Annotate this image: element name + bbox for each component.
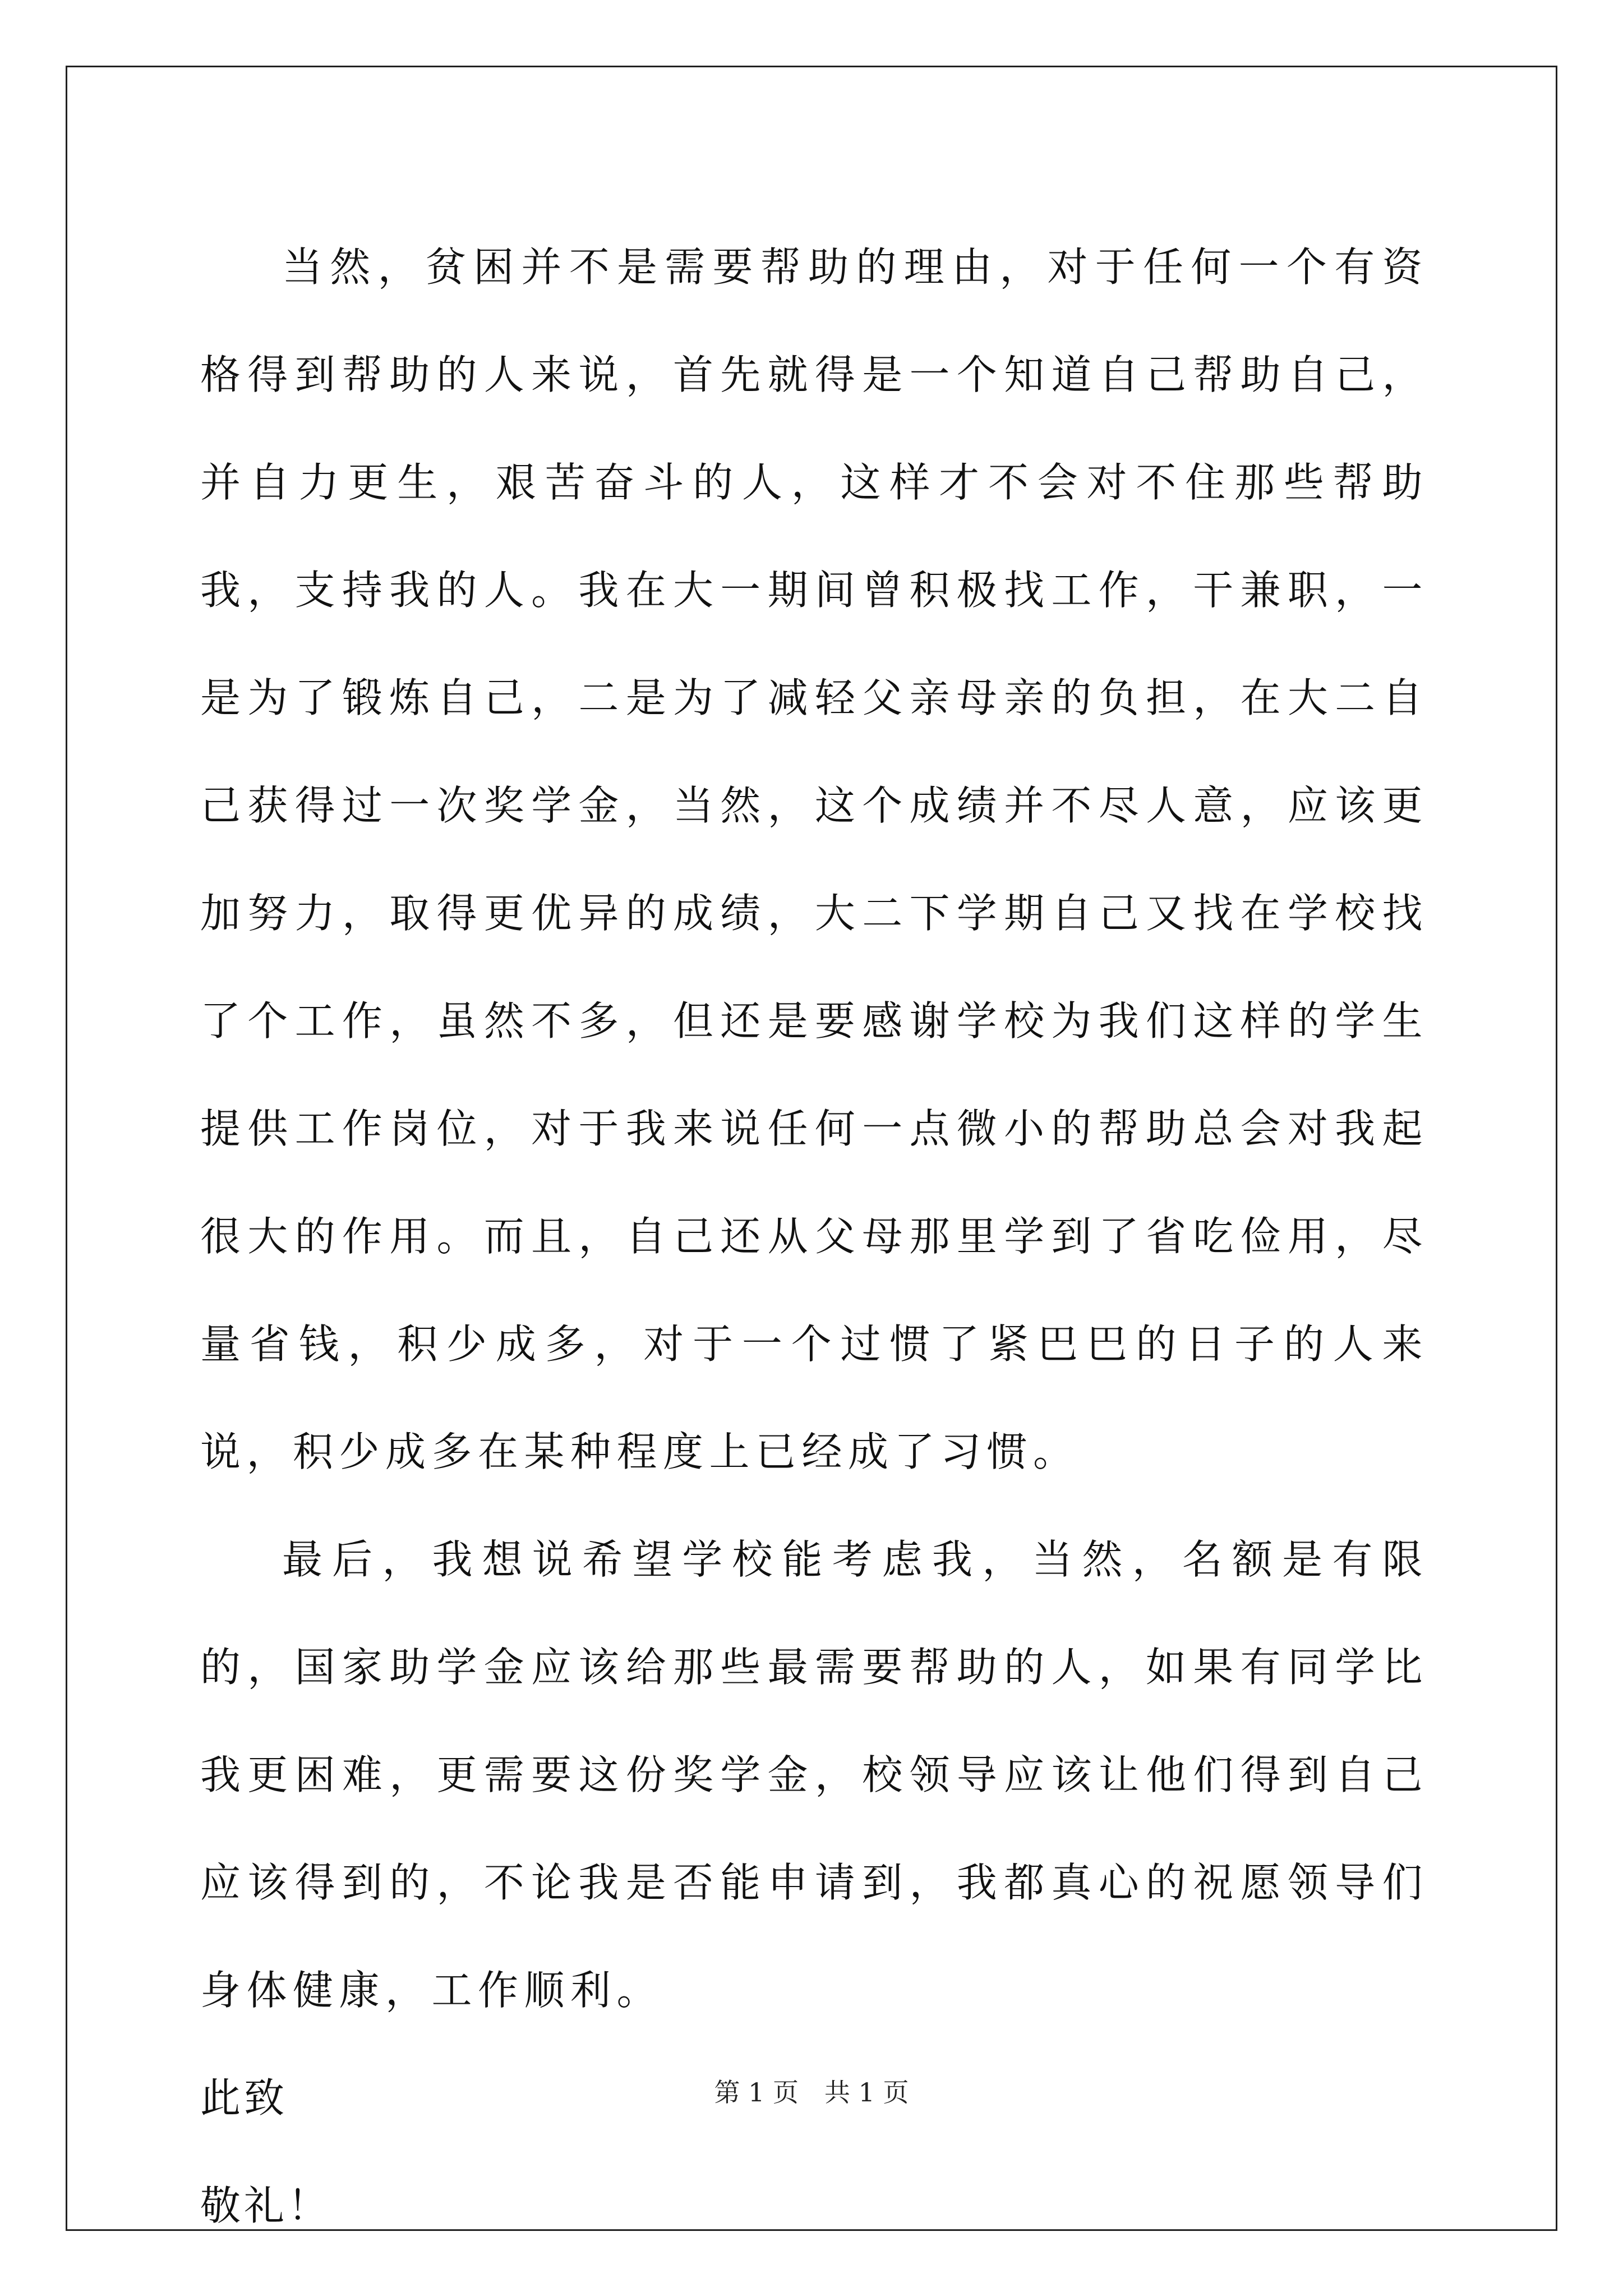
- body-paragraph-2: 最后，我想说希望学校能考虑我，当然，名额是有限的，国家助学金应该给那些最需要帮助的人，如果有同学比我更困难，更需要这份奖学金，校领导应该让他们得到自己应该得到的，不论我是否能申请到，我都真心的祝愿领导们身体健康，工作顺利。: [200, 1536, 1428, 2014]
- letter-body: [200, 213, 1428, 2260]
- closing-line: 此致: [200, 2074, 288, 2122]
- body-paragraph-1: 当然，贫困并不是需要帮助的理由，对于任何一个有资格得到帮助的人来说，首先就得是一个知道自己帮助自己，并自力更生，艰苦奋斗的人，这样才不会对不住那些帮助我，支持我的人。我在大一期间曾积极找工作，干兼职，一是为了锻炼自己，二是为了减轻父亲母亲的负担，在大二自己获得过一次奖学金，当然，这个成绩并不尽人意，应该更加努力，取得更优异的成绩，大二下学期自己又找在学校找了个工作，虽然不多，但还是要感谢学校为我们这样的学生提供工作岗位，对于我来说任何一点微小的帮助总会对我起很大的作用。而且，自己还从父母那里学到了省吃俭用，尽量省钱，积少成多，对于一个过惯了紧巴巴的日子的人来说，积少成多在某种程度上已经成了习惯。: [200, 243, 1428, 1475]
- salutation-line: 敬礼！: [200, 2182, 332, 2229]
- page-footer: 第 1 页 共 1 页: [714, 2077, 909, 2108]
